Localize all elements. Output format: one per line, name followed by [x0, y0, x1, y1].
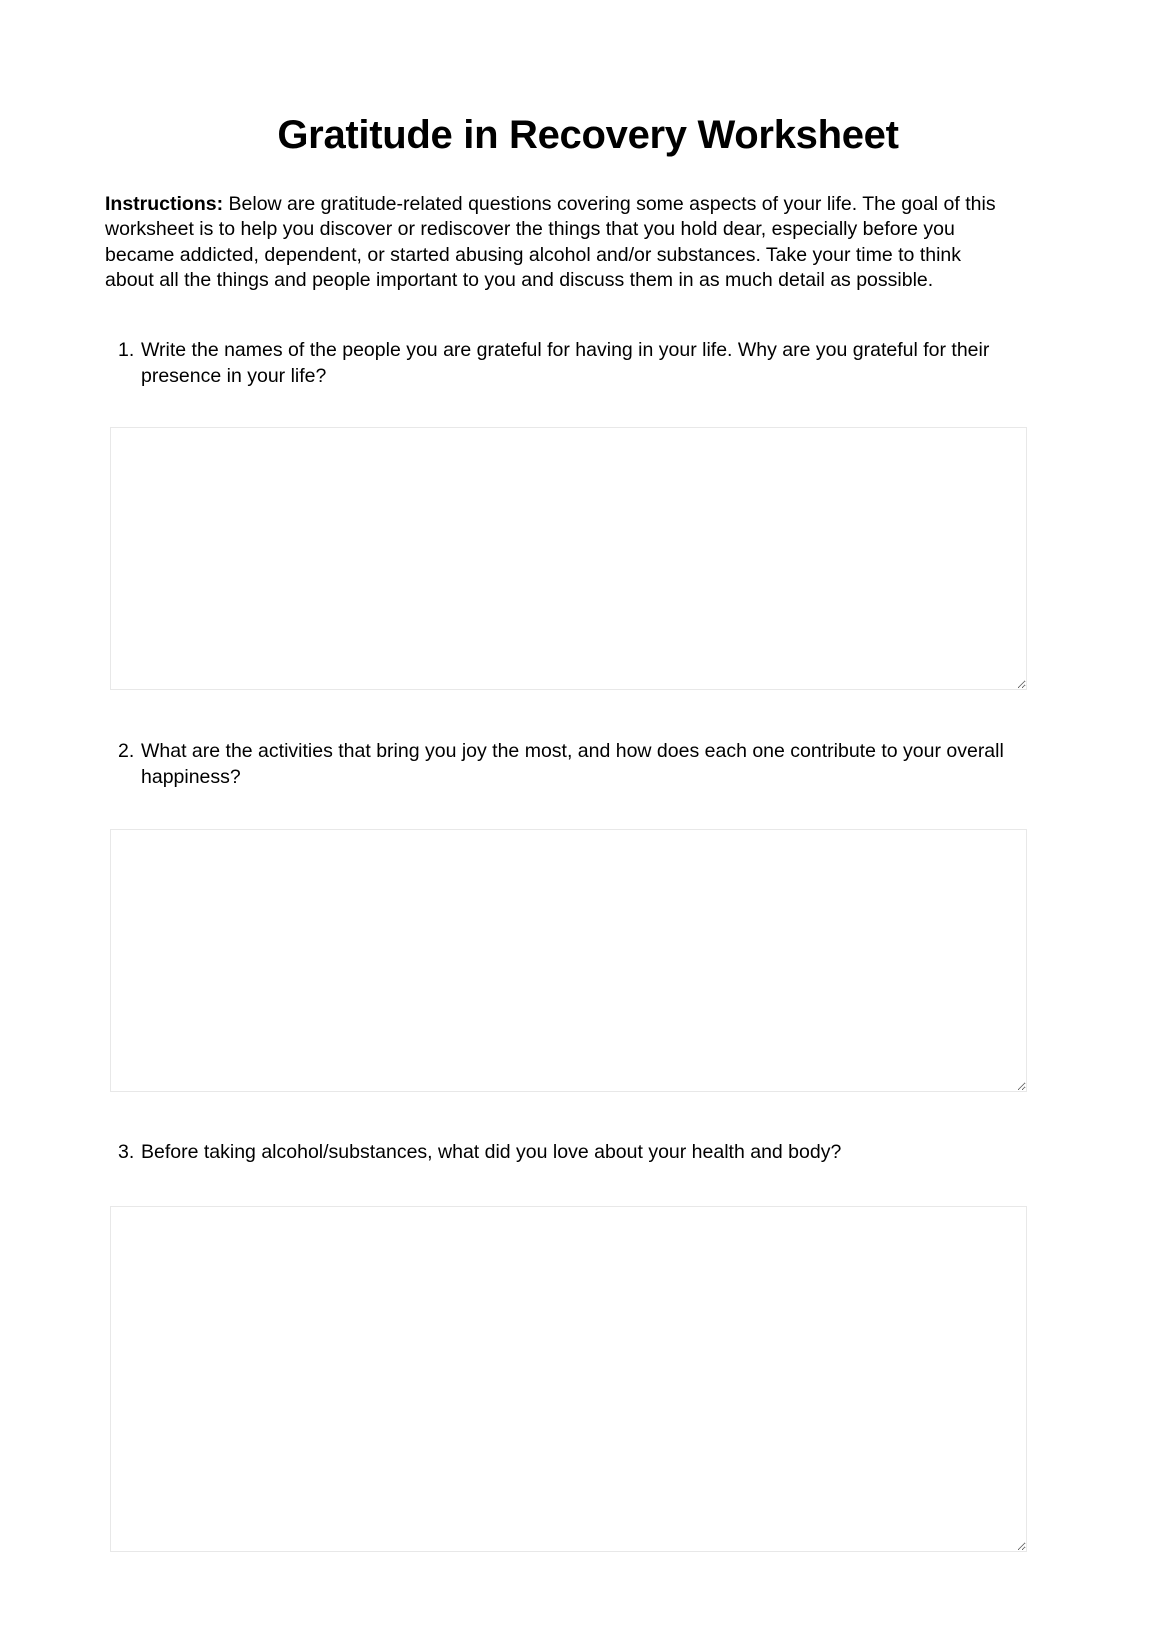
question-row [118, 338, 1016, 389]
question-text-3: Before taking alcohol/substances, what did you love about your health and body? [141, 1141, 842, 1163]
question-text-1: Write the names of the people you are grateful for having in your life. Why are you grateful for their presence in your life? [141, 339, 990, 387]
question-number-1: 1. [118, 339, 135, 361]
question-block-3 [118, 1140, 1016, 1166]
question-row [118, 1140, 1016, 1166]
question-block-1 [118, 338, 1016, 389]
question-number-3: 3. [118, 1141, 135, 1163]
question-row [118, 739, 1016, 790]
question-text-2: What are the activities that bring you joy the most, and how does each one contribute to your overall happiness? [141, 740, 1004, 788]
answer-box-1[interactable] [110, 427, 1027, 690]
question-number-2: 2. [118, 740, 135, 762]
instructions-label: Instructions: [105, 192, 224, 215]
answer-box-3[interactable] [110, 1206, 1027, 1552]
instructions-paragraph [105, 192, 1012, 294]
answer-box-2[interactable] [110, 829, 1027, 1092]
page-title: Gratitude in Recovery Worksheet [277, 112, 899, 157]
question-block-2 [118, 739, 1016, 790]
instructions-body: Below are gratitude-related questions covering some aspects of your life. The goal of this worksheet is to help you discover or rediscover the things that you hold dear, especially before you became addicted, dependent, or started abusing alcohol and/or substances. Take your time to think about all the things and people important to you and discuss them in as much detail as possible. [105, 192, 996, 292]
